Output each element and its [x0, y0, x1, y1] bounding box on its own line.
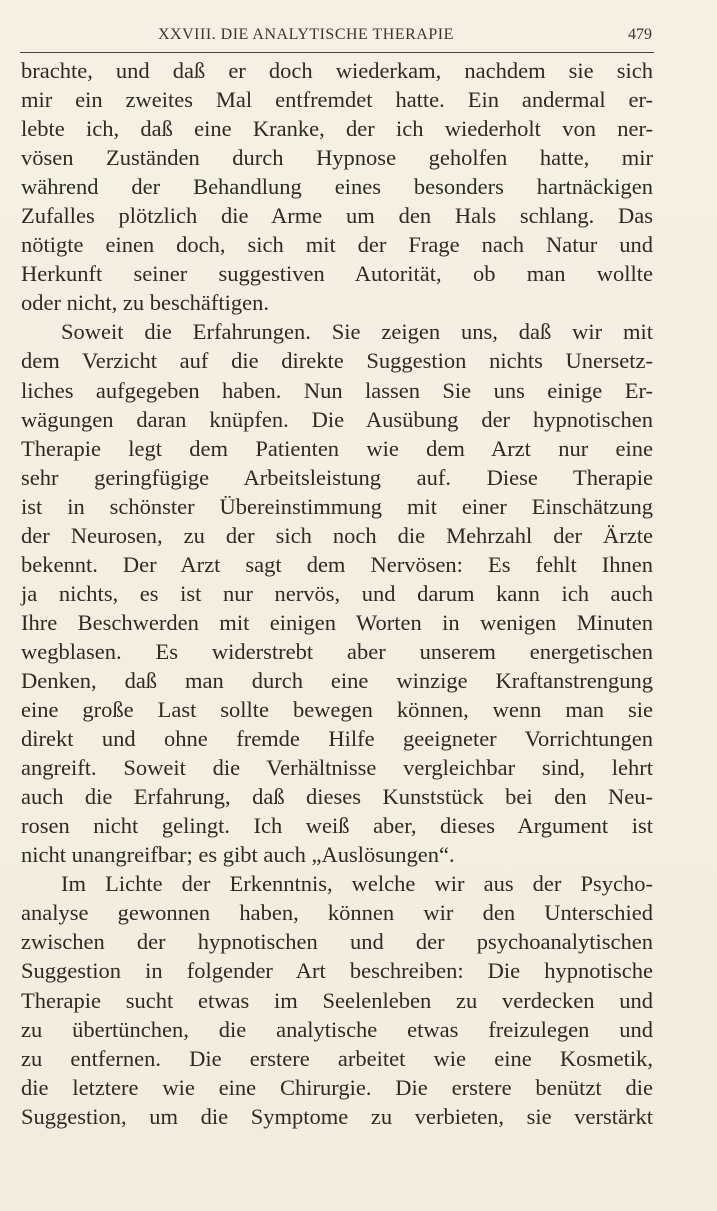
text-line: dem Verzicht auf die direkte Suggestion nichts Unersetz- — [21, 348, 653, 374]
text-line: Suggestion in folgender Art beschreiben: Die hypnotische — [21, 958, 653, 984]
text-line: ja nichts, es ist nur nervös, und darum kann ich auch — [21, 580, 653, 606]
text-line: oder nicht, zu beschäftigen. — [21, 290, 270, 316]
text-line: Zufalles plötzlich die Arme um den Hals schlang. Das — [21, 203, 653, 229]
page-header — [20, 26, 656, 50]
page-number: 479 — [628, 26, 652, 43]
text-line: sehr geringfügige Arbeitsleistung auf. Diese Therapie — [21, 464, 653, 490]
text-line: Im Lichte der Erkenntnis, welche wir aus der Psycho- — [61, 871, 653, 897]
header-rule — [20, 52, 654, 53]
text-line: zwischen der hypnotischen und der psychoanalytischen — [21, 929, 653, 955]
text-line: brachte, und daß er doch wiederkam, nachdem sie sich — [21, 58, 653, 83]
body-text — [21, 56, 653, 1131]
text-line: Herkunft seiner suggestiven Autorität, ob man wollte — [21, 261, 653, 287]
text-line: nötigte einen doch, sich mit der Frage nach Natur und — [21, 232, 653, 258]
text-line: eine große Last sollte bewegen können, wenn man sie — [21, 697, 653, 723]
text-line: der Neurosen, zu der sich noch die Mehrzahl der Ärzte — [21, 522, 653, 548]
text-line: die letztere wie eine Chirurgie. Die erstere benützt die — [21, 1074, 653, 1100]
text-line: mir ein zweites Mal entfremdet hatte. Ein andermal er- — [21, 87, 653, 113]
text-line: wegblasen. Es widerstrebt aber unserem energetischen — [21, 638, 653, 664]
text-line: zu entfernen. Die erstere arbeitet wie eine Kosmetik, — [21, 1045, 653, 1071]
text-line: Therapie legt dem Patienten wie dem Arzt nur eine — [21, 435, 653, 461]
text-line: rosen nicht gelingt. Ich weiß aber, dieses Argument ist — [21, 813, 653, 839]
text-line: direkt und ohne fremde Hilfe geeigneter Vorrichtungen — [21, 726, 653, 752]
text-line: liches aufgegeben haben. Nun lassen Sie uns einige Er- — [21, 377, 653, 403]
text-line: Ihre Beschwerden mit einigen Worten in wenigen Minuten — [21, 609, 653, 635]
text-line: auch die Erfahrung, daß dieses Kunststück bei den Neu- — [21, 784, 653, 810]
running-title: XXVIII. DIE ANALYTISCHE THERAPIE — [158, 26, 454, 43]
text-line: Suggestion, um die Symptome zu verbieten, sie verstärkt — [21, 1103, 653, 1129]
text-line: wägungen daran knüpfen. Die Ausübung der hypnotischen — [21, 406, 653, 432]
text-line: nicht unangreifbar; es gibt auch „Auslösungen“. — [21, 842, 455, 868]
text-line: zu übertünchen, die analytische etwas freizulegen und — [21, 1016, 653, 1042]
text-line: Soweit die Erfahrungen. Sie zeigen uns, daß wir mit — [61, 319, 653, 345]
text-line: Denken, daß man durch eine winzige Kraftanstrengung — [21, 667, 653, 693]
text-line: Therapie sucht etwas im Seelenleben zu verdecken und — [21, 987, 653, 1013]
text-line: während der Behandlung eines besonders hartnäckigen — [21, 174, 653, 200]
text-line: analyse gewonnen haben, können wir den Unterschied — [21, 900, 653, 926]
text-line: ist in schönster Übereinstimmung mit einer Einschätzung — [21, 493, 653, 519]
text-line: lebte ich, daß eine Kranke, der ich wiederholt von ner- — [21, 116, 653, 142]
text-line: angreift. Soweit die Verhältnisse vergleichbar sind, lehrt — [21, 755, 653, 781]
text-line: vösen Zuständen durch Hypnose geholfen hatte, mir — [21, 145, 653, 171]
text-line: bekennt. Der Arzt sagt dem Nervösen: Es fehlt Ihnen — [21, 551, 653, 577]
